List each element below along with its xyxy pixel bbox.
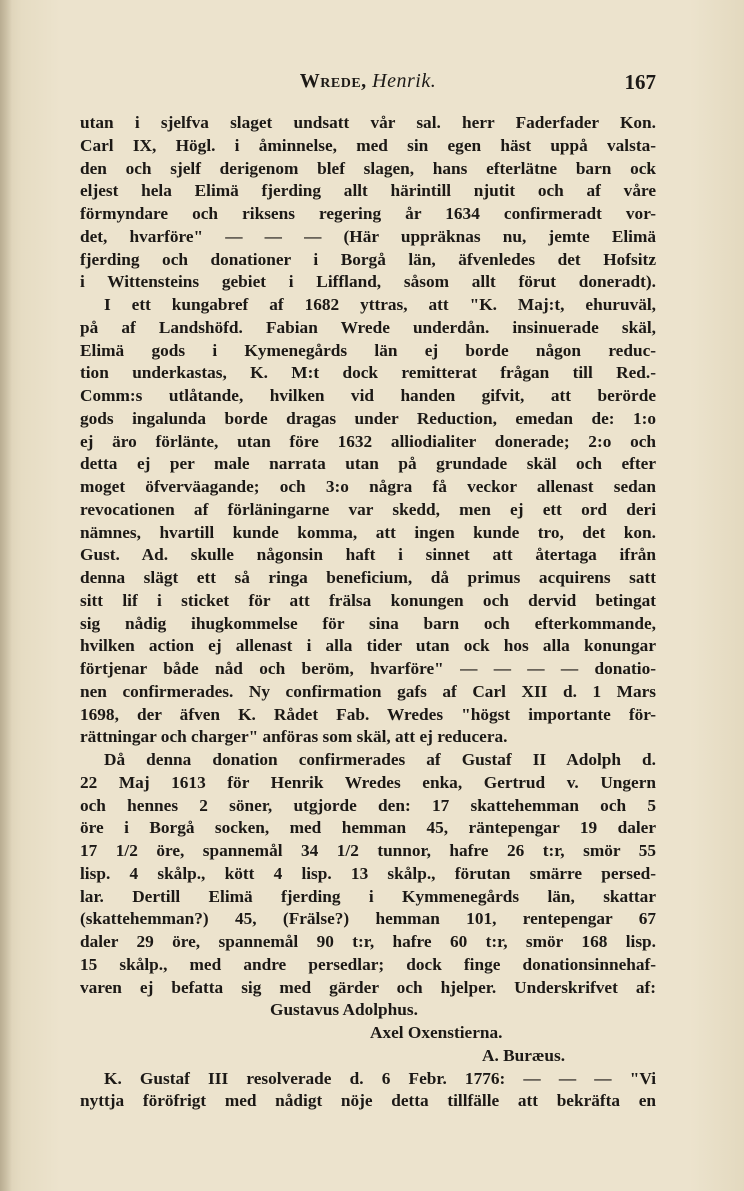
text-line: I ett kungabref af 1682 yttras, att "K. Maj:t, ehuruväl,: [104, 295, 656, 314]
text-line: 17 1/2 öre, spannemål 34 1/2 tunnor, hafre 26 t:r, smör 55: [80, 841, 656, 860]
page-number: 167: [624, 70, 656, 94]
text-line: förtjenar både nåd och beröm, hvarföre" — — — — donatio-: [80, 659, 656, 678]
text-line: moget öfverväagande; och 3:o några få veckor allenast sedan: [80, 477, 656, 496]
text-line: rättningar och charger" anföras som skäl, att ej reducera.: [80, 727, 508, 747]
text-line: tion underkastas, K. M:t dock remitterat frågan till Red.-: [80, 363, 656, 383]
text-line: hvilken action ej allenast i alla tider utan ock hos alla konungar: [80, 636, 656, 656]
text-line: nen confirmerades. Ny confirmation gafs af Carl XII d. 1 Mars: [80, 681, 656, 701]
text-line: sitt lif i sticket för att frälsa konungen och dervid betingat: [80, 590, 656, 610]
text-line: Då denna donation confirmerades af Gustaf II Adolph d.: [104, 750, 656, 769]
text-line: den och sjelf derigenom blef slagen, hans efterlätne barn ock: [80, 158, 656, 178]
signature-line: A. Buræus.: [482, 1045, 566, 1065]
signature-line: Axel Oxenstierna.: [370, 1023, 503, 1042]
text-line: Carl IX, Högl. i åminnelse, med sin egen häst uppå valsta-: [80, 135, 656, 155]
text-line: varen ej befatta sig med gärder och hjelper. Underskrifvet af:: [80, 977, 656, 997]
text-line: Comm:s utlåtande, hvilken vid handen gifvit, att berörde: [80, 386, 656, 405]
text-line: förmyndare och riksens regering år 1634 confirmeradt vor-: [80, 204, 656, 223]
running-head-surname: Wrede,: [299, 70, 367, 92]
text-line: 22 Maj 1613 för Henrik Wredes enka, Gertrud v. Ungern: [80, 772, 656, 792]
text-line: lar. Dertill Elimä fjerding i Kymmenegårds län, skattar: [80, 886, 656, 906]
text-line: lisp. 4 skålp., kött 4 lisp. 13 skålp., förutan smärre persed-: [80, 863, 656, 883]
text-line: fjerding och donationer i Borgå län, äfvenledes det Hofsitz: [80, 249, 656, 269]
text-line: detta ej per male narrata utan på grundade skäl och efter: [80, 454, 656, 474]
text-line: på af Landshöfd. Fabian Wrede underdån. insinuerade skäl,: [80, 317, 656, 337]
text-line: och hennes 2 söner, utgjorde den: 17 skattehemman och 5: [80, 795, 656, 815]
text-line: gods ingalunda borde dragas under Reduction, emedan de: 1:o: [80, 408, 656, 428]
text-line: denna slägt ett så ringa beneficium, då primus acquirens satt: [80, 568, 656, 587]
text-line: revocationen af förläningarne var skedd, men ej ett ord deri: [80, 499, 656, 519]
text-line: daler 29 öre, spannemål 90 t:r, hafre 60 t:r, smör 168 lisp.: [80, 932, 656, 951]
running-head-given-name: Henrik.: [372, 70, 437, 92]
text-line: 1698, der äfven K. Rådet Fab. Wredes "högst importante för-: [80, 704, 656, 724]
text-line: nämnes, hvartill kunde komma, att ingen kunde tro, det kon.: [80, 522, 656, 542]
text-line: ej äro förlänte, utan före 1632 alliodialiter donerade; 2:o och: [80, 431, 656, 451]
page-header: [80, 70, 656, 100]
page-gutter-shadow: [0, 0, 12, 1191]
text-line: (skattehemman?) 45, (Frälse?) hemman 101, rentepengar 67: [80, 909, 656, 929]
running-head: [80, 70, 656, 93]
text-line: det, hvarföre" — — — (Här uppräknas nu, jemte Elimä: [80, 226, 656, 246]
text-line: Elimä gods i Kymenegårds län ej borde någon reduc-: [80, 340, 656, 360]
signature-line: Gustavus Adolphus.: [270, 1000, 418, 1020]
text-line: utan i sjelfva slaget undsatt vår sal. herr Faderfader Kon.: [80, 113, 656, 132]
text-line: nyttja föröfrigt med nådigt nöje detta tillfälle att bekräfta en: [80, 1091, 656, 1111]
text-line: sig nådig ihugkommelse för sina barn och efterkommande,: [80, 613, 656, 633]
text-line: i Wittensteins gebiet i Liffland, såsom allt förut doneradt).: [80, 272, 656, 292]
text-line: öre i Borgå socken, med hemman 45, räntepengar 19 daler: [80, 818, 656, 838]
text-line: Gust. Ad. skulle någonsin haft i sinnet att återtaga ifrån: [80, 545, 656, 565]
text-line: K. Gustaf III resolverade d. 6 Febr. 1776: — — — "Vi: [104, 1068, 656, 1088]
text-line: eljest hela Elimä fjerding allt härintill njutit och af våre: [80, 181, 656, 201]
body-text: [80, 112, 656, 1113]
text-line: 15 skålp., med andre persedlar; dock finge donationsinnehaf-: [80, 954, 656, 974]
